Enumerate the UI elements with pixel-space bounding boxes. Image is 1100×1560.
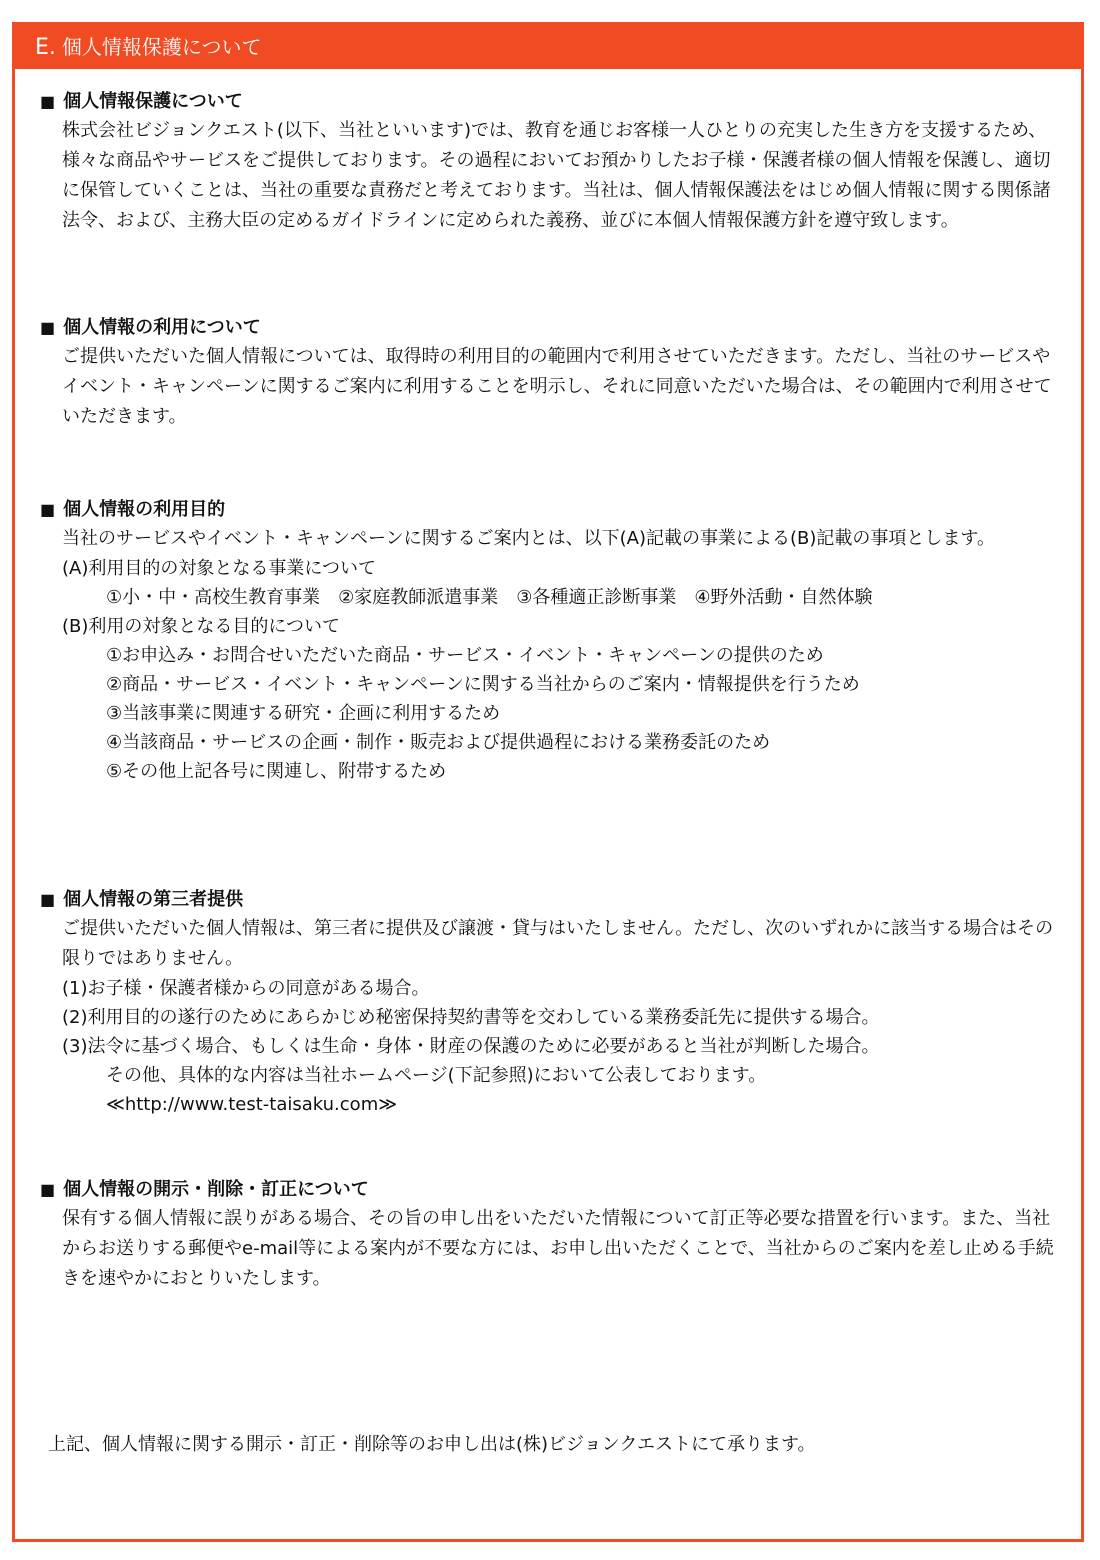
- section-header: [15, 25, 1081, 69]
- section-usage-purpose: [40, 496, 1080, 786]
- list-item: ④当該商品・サービスの企画・制作・販売および提供過程における業務委託のため: [106, 732, 771, 753]
- square-bullet-icon: ■: [40, 92, 56, 111]
- list-item: ⑤その他上記各号に関連し、附帯するため: [106, 761, 447, 782]
- section-heading: 個人情報保護について: [63, 91, 243, 112]
- section-heading: 個人情報の利用について: [63, 317, 261, 338]
- footer-note: 上記、個人情報に関する開示・訂正・削除等のお申し出は(株)ビジョンクエストにて承ります。: [48, 1434, 816, 1455]
- section-privacy-usage: [40, 314, 1080, 432]
- section-privacy-protection: [40, 88, 1080, 236]
- homepage-link[interactable]: ≪http://www.test-taisaku.com≫: [106, 1094, 398, 1115]
- group-a-label: (A)利用目的の対象となる事業について: [62, 558, 376, 579]
- section-heading: 個人情報の利用目的: [63, 499, 226, 520]
- section-paragraph: ご提供いただいた個人情報は、第三者に提供及び譲渡・貸与はいたしません。ただし、次のいずれかに該当する場合はその限りではありません。: [62, 918, 1054, 969]
- list-item: ③当該事業に関連する研究・企画に利用するため: [106, 703, 501, 724]
- section-note: その他、具体的な内容は当社ホームページ(下記参照)において公表しております。: [106, 1065, 767, 1086]
- section-body: [62, 342, 1067, 432]
- list-item: (2)利用目的の遂行のためにあらかじめ秘密保持契約書等を交わしている業務委託先に提供する場合。: [62, 1007, 880, 1028]
- section-paragraph: 保有する個人情報に誤りがある場合、その旨の申し出をいただいた情報について訂正等必要な措置を行います。また、当社からお送りする郵便やe-mail等による案内が不要な方には、お申し出いただくことで、当社からのご案内を差し止める手続きを速やかにおとりいたします。: [62, 1208, 1054, 1289]
- list-item: (3)法令に基づく場合、もしくは生命・身体・財産の保護のために必要があると当社が判断した場合。: [62, 1036, 880, 1057]
- section-title: 個人情報保護について: [61, 35, 262, 59]
- list-item: ①お申込み・お問合せいただいた商品・サービス・イベント・キャンペーンの提供のため: [106, 645, 824, 666]
- group-b-label: (B)利用の対象となる目的について: [62, 616, 341, 637]
- section-paragraph: 株式会社ビジョンクエスト(以下、当社といいます)では、教育を通じお客様一人ひとりの充実した生き方を支援するため、様々な商品やサービスをご提供しております。その過程においてお預かりしたお子様・保護者様の個人情報を保護し、適切に保管していくことは、当社の重要な責務だと考えております。当社は、個人情報保護法をはじめ個人情報に関する関係諸法令、および、主務大臣の定めるガイドラインに定められた義務、並びに本個人情報保護方針を遵守致します。: [62, 120, 1051, 231]
- section-disclosure: [40, 1176, 1080, 1294]
- square-bullet-icon: ■: [40, 1180, 56, 1199]
- list-item: (1)お子様・保護者様からの同意がある場合。: [62, 978, 430, 999]
- section-body: [62, 524, 1067, 554]
- section-body: [62, 116, 1067, 236]
- section-paragraph: ご提供いただいた個人情報については、取得時の利用目的の範囲内で利用させていただきます。ただし、当社のサービスやイベント・キャンペーンに関するご案内に利用することを明示し、それに同意いただいた場合は、その範囲内で利用させていただきます。: [62, 346, 1052, 427]
- section-paragraph: 当社のサービスやイベント・キャンペーンに関するご案内とは、以下(A)記載の事業による(B)記載の事項とします。: [62, 528, 995, 549]
- section-body: [62, 914, 1067, 974]
- section-letter: E.: [35, 35, 56, 60]
- square-bullet-icon: ■: [40, 500, 56, 519]
- section-third-party: [40, 886, 1080, 1119]
- square-bullet-icon: ■: [40, 318, 56, 337]
- section-body: [62, 1204, 1067, 1294]
- list-item: ②商品・サービス・イベント・キャンペーンに関する当社からのご案内・情報提供を行うため: [106, 674, 860, 695]
- section-heading: 個人情報の開示・削除・訂正について: [63, 1179, 369, 1200]
- section-heading: 個人情報の第三者提供: [63, 889, 244, 910]
- square-bullet-icon: ■: [40, 890, 56, 909]
- group-a-items: ①小・中・高校生教育事業 ②家庭教師派遣事業 ③各種適正診断事業 ④野外活動・自然体験: [106, 587, 873, 608]
